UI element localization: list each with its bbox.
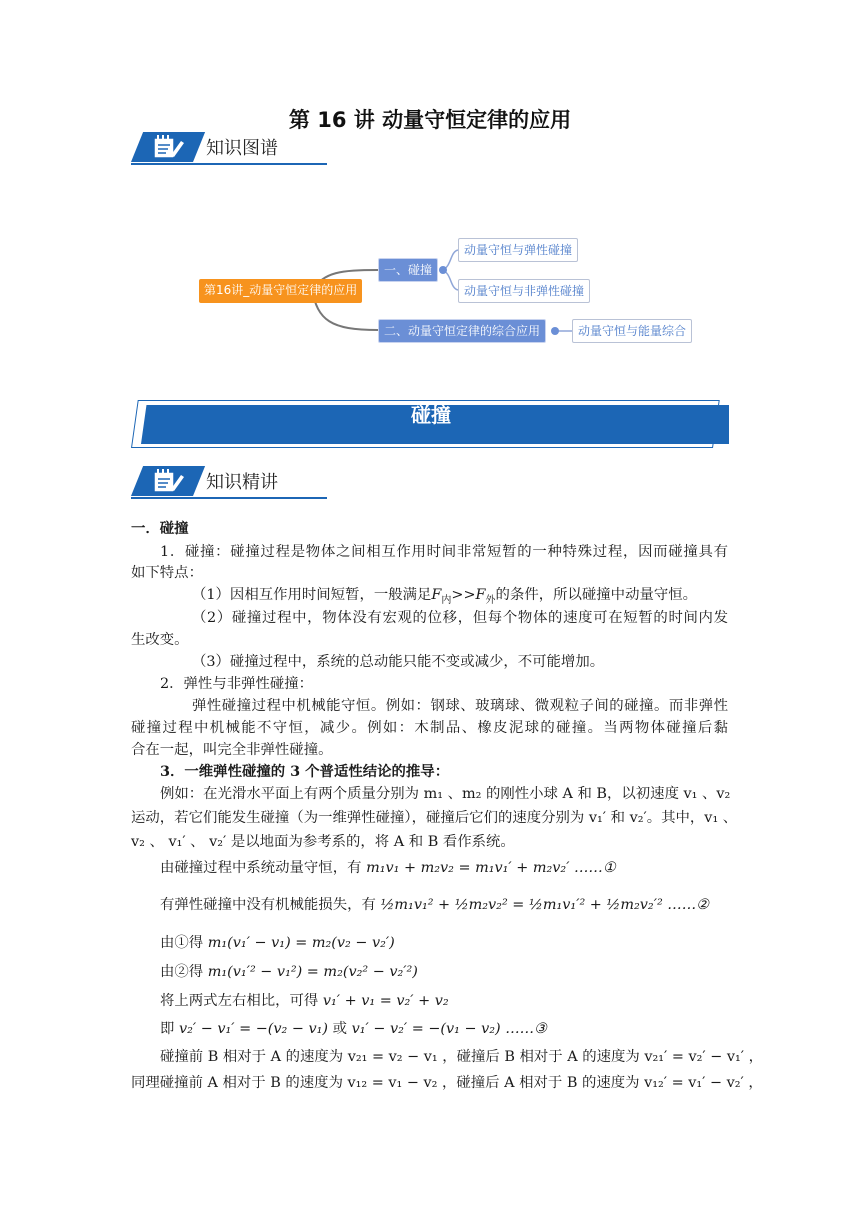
mindmap-branch-application[interactable]: 二、动量守恒定律的综合应用 [378,319,546,343]
equation: v₁′ − v₂′ = −(v₁ − v₂) ……③ [351,1021,547,1037]
text-span: 或 [332,1021,348,1037]
text-span: （1）因相互作用时间短暂，一般满足 [192,587,432,603]
banner-edge-mask [729,396,860,452]
paragraph-line: （3）碰撞过程中，系统的总动能只能不变或减少，不可能增加。 [192,654,605,670]
paragraph-line: 碰撞过程中机械能不守恒，减少。例如：木制品、橡皮泥球的碰撞。当两物体碰撞后黏 [131,720,728,736]
paragraph-line: （2）碰撞过程中，物体没有宏观的位移，但每个物体的速度可在短暂的时间内发 [192,610,728,626]
section-header-knowledge-explain [131,464,331,504]
mindmap-leaf-inelastic[interactable]: 动量守恒与非弹性碰撞 [458,279,590,303]
subscript: 内 [441,594,452,606]
banner-title: 碰撞 [411,403,451,427]
equation-line [160,858,616,878]
text-span: 由碰撞过程中系统动量守恒，有 [160,860,362,876]
text-span: 由①得 [160,935,204,951]
equation: m₁(v₁′² − v₁²) = m₂(v₂² − v₂′²) [207,964,418,980]
equation-line [160,895,709,915]
equation: m₁(v₁′ − v₁) = m₂(v₂ − v₂′) [207,935,395,951]
paragraph-line: 碰撞前 B 相对于 A 的速度为 v₂₁ = v₂ − v₁ ，碰撞后 B 相对于 A 的速度为 v₂₁′ = v₂′ − v₁′ ， [160,1049,763,1065]
mindmap-root[interactable]: 第16讲_动量守恒定律的应用 [199,279,362,303]
section-underline [131,497,327,499]
heading-derivation: 3．一维弹性碰撞的 3 个普适性结论的推导： [160,763,450,780]
mindmap-leaf-energy[interactable]: 动量守恒与能量综合 [572,319,692,343]
text-span: 由②得 [160,964,204,980]
equation-line [160,991,449,1011]
paragraph-line: 2．弹性与非弹性碰撞： [160,676,314,692]
math-symbol: F [431,587,442,603]
branch-dot [439,266,447,274]
heading-collision: 一．碰撞 [131,520,189,537]
mindmap-branch-collision[interactable]: 一、碰撞 [378,258,438,282]
paragraph-line: 例如：在光滑水平面上有两个质量分别为 m₁ 、m₂ 的刚性小球 A 和 B，以初速度 v₁ 、v₂ [160,786,731,802]
paragraph-line [192,585,697,611]
text-span: 的条件，所以碰撞中动量守恒。 [495,587,698,603]
math-symbol: F [475,587,486,603]
equation-energy: ½m₁v₁² + ½m₂v₂² = ½m₁v₁′² + ½m₂v₂′² ……② [380,897,709,913]
equation: v₂′ − v₁′ = −(v₂ − v₁) [178,1021,329,1037]
paragraph-line: 生改变。 [131,632,189,648]
text-span: >> [451,587,476,603]
subscript: 外 [485,594,496,606]
branch-dot [551,327,559,335]
paragraph-line: 1．碰撞：碰撞过程是物体之间相互作用时间非常短暂的一种特殊过程，因而碰撞具有 [160,544,728,560]
section-label: 知识图谱 [206,138,278,159]
paragraph-line: 同理碰撞前 A 相对于 B 的速度为 v₁₂ = v₁ − v₂ ，碰撞后 A 相对于 B 的速度为 v₁₂′ = v₁′ − v₂′ ， [131,1075,763,1091]
section-label: 知识精讲 [206,472,278,493]
mindmap-leaf-elastic[interactable]: 动量守恒与弹性碰撞 [458,238,578,262]
equation-line [160,962,418,982]
equation: v₁′ + v₁ = v₂′ + v₂ [322,993,449,1009]
text-span: 有弹性碰撞中没有机械能损失，有 [160,897,376,913]
equation-line [160,933,395,953]
paragraph-line: v₂ 、 v₁′ 、 v₂′ 是以地面为参考系的，将 A 和 B 看作系统。 [131,834,515,850]
equation-momentum: m₁v₁ + m₂v₂ = m₁v₁′ + m₂v₂′ ……① [366,860,616,876]
text-span: 将上两式左右相比，可得 [160,993,319,1009]
paragraph-line: 合在一起，叫完全非弹性碰撞。 [131,742,333,758]
text-span: 即 [160,1021,175,1037]
notepad-icon [151,467,185,495]
paragraph-line: 运动，若它们能发生碰撞（为一维弹性碰撞），碰撞后它们的速度分别为 v₁′ 和 v₂′。其中，v₁ 、 [131,810,738,826]
page-title: 第 16 讲 动量守恒定律的应用 [288,108,572,132]
equation-line [160,1019,547,1039]
paragraph-line: 弹性碰撞过程中机械能守恒。例如：钢球、玻璃球、微观粒子间的碰撞。而非弹性 [192,698,728,714]
paragraph-line: 如下特点： [131,565,203,581]
